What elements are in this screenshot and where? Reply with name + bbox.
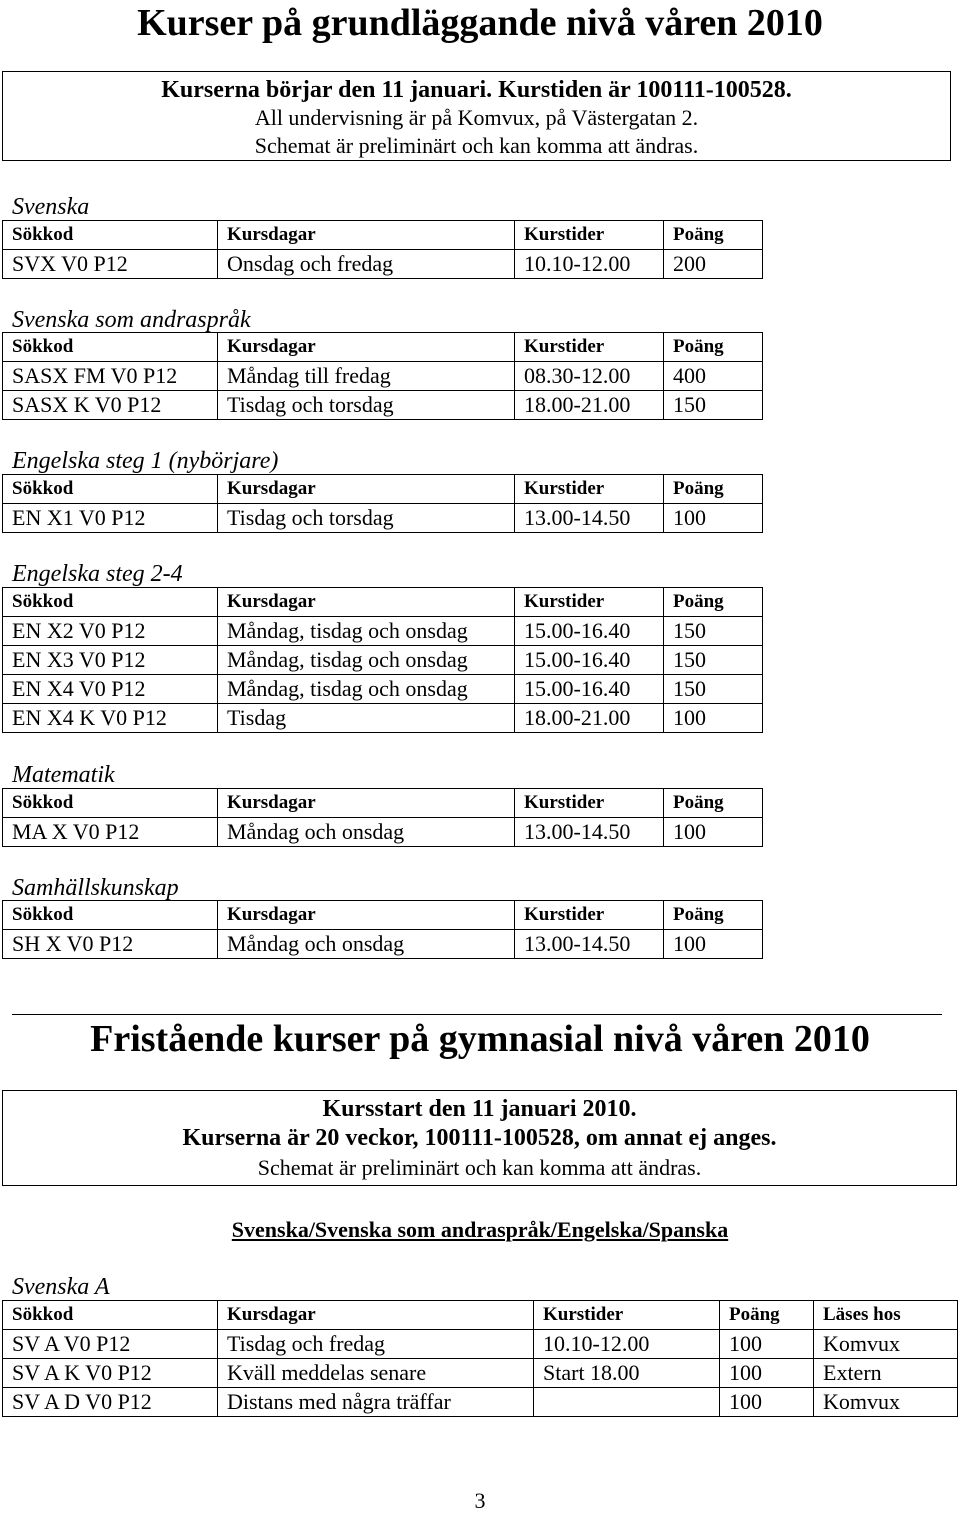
table-row — [3, 1330, 958, 1359]
section-title-engelska-1: Engelska steg 1 (nybörjare) — [12, 448, 279, 474]
cell-lases-hos: Komvux — [814, 1330, 958, 1359]
course-table-engelska-1 — [2, 474, 763, 533]
header-kursdagar: Kursdagar — [218, 588, 515, 617]
cell-sokkod: EN X4 K V0 P12 — [3, 704, 218, 733]
cell-kursdagar: Distans med några träffar — [218, 1388, 534, 1417]
cell-kurstider: 15.00-16.40 — [515, 617, 664, 646]
header-sokkod: Sökkod — [3, 588, 218, 617]
cell-poang: 100 — [720, 1330, 814, 1359]
cell-sokkod: SASX FM V0 P12 — [3, 362, 218, 391]
course-table-svenska — [2, 220, 763, 279]
cell-kurstider: Start 18.00 — [534, 1359, 720, 1388]
cell-sokkod: EN X3 V0 P12 — [3, 646, 218, 675]
cell-lases-hos: Komvux — [814, 1388, 958, 1417]
cell-kursdagar: Onsdag och fredag — [218, 250, 515, 279]
header-poang: Poäng — [720, 1301, 814, 1330]
course-table-sas — [2, 332, 763, 420]
cell-kursdagar: Måndag, tisdag och onsdag — [218, 617, 515, 646]
cell-kurstider: 08.30-12.00 — [515, 362, 664, 391]
table-row — [3, 1388, 958, 1417]
header-kursdagar: Kursdagar — [218, 1301, 534, 1330]
header-kursdagar: Kursdagar — [218, 221, 515, 250]
intro-line-2: All undervisning är på Komvux, på Västergatan 2. — [254, 105, 699, 130]
cell-kurstider — [534, 1388, 720, 1417]
table-header-row — [3, 333, 763, 362]
table-header-row — [3, 588, 763, 617]
table-row — [3, 704, 763, 733]
table-header-row — [3, 221, 763, 250]
header-poang: Poäng — [664, 789, 763, 818]
header-kursdagar: Kursdagar — [218, 333, 515, 362]
cell-poang: 400 — [664, 362, 763, 391]
header-kursdagar: Kursdagar — [218, 789, 515, 818]
table-row — [3, 617, 763, 646]
intro2-line-3: Schemat är preliminärt och kan komma att ändras. — [257, 1155, 702, 1180]
cell-sokkod: EN X1 V0 P12 — [3, 504, 218, 533]
table-row — [3, 646, 763, 675]
cell-kurstider: 15.00-16.40 — [515, 675, 664, 704]
cell-kursdagar: Tisdag och torsdag — [218, 391, 515, 420]
second-title: Fristående kurser på gymnasial nivå våren 2010 — [90, 1018, 870, 1060]
intro-box — [2, 71, 951, 161]
header-sokkod: Sökkod — [3, 789, 218, 818]
cell-kurstider: 18.00-21.00 — [515, 391, 664, 420]
header-sokkod: Sökkod — [3, 333, 218, 362]
course-table-svenska-a — [2, 1300, 958, 1417]
section-title-engelska-2-4: Engelska steg 2-4 — [12, 561, 183, 587]
cell-sokkod: MA X V0 P12 — [3, 818, 218, 847]
cell-kursdagar: Kväll meddelas senare — [218, 1359, 534, 1388]
header-kurstider: Kurstider — [515, 221, 664, 250]
header-kurstider: Kurstider — [515, 789, 664, 818]
intro2-line-2: Kurserna är 20 veckor, 100111-100528, om annat ej anges. — [182, 1125, 777, 1151]
course-table-engelska-2-4 — [2, 587, 763, 733]
cell-kursdagar: Måndag, tisdag och onsdag — [218, 646, 515, 675]
cell-kursdagar: Måndag och onsdag — [218, 818, 515, 847]
cell-poang: 150 — [664, 675, 763, 704]
table-row — [3, 818, 763, 847]
table-header-row — [3, 475, 763, 504]
header-kursdagar: Kursdagar — [218, 475, 515, 504]
section-title-samhallskunskap: Samhällskunskap — [12, 875, 179, 901]
table-row — [3, 250, 763, 279]
header-kurstider: Kurstider — [534, 1301, 720, 1330]
table-row — [3, 391, 763, 420]
cell-kurstider: 10.10-12.00 — [534, 1330, 720, 1359]
header-kurstider: Kurstider — [515, 901, 664, 930]
cell-kurstider: 10.10-12.00 — [515, 250, 664, 279]
header-poang: Poäng — [664, 221, 763, 250]
table-row — [3, 504, 763, 533]
table-header-row — [3, 901, 763, 930]
cell-poang: 100 — [664, 818, 763, 847]
cell-poang: 150 — [664, 617, 763, 646]
section-title-svenska: Svenska — [12, 194, 90, 220]
cell-kursdagar: Tisdag och fredag — [218, 1330, 534, 1359]
cell-sokkod: SV A K V0 P12 — [3, 1359, 218, 1388]
intro-line-3: Schemat är preliminärt och kan komma att ändras. — [254, 133, 699, 158]
header-kurstider: Kurstider — [515, 475, 664, 504]
cell-sokkod: EN X4 V0 P12 — [3, 675, 218, 704]
course-table-samhallskunskap — [2, 900, 763, 959]
section-title-matematik: Matematik — [12, 762, 115, 788]
cell-sokkod: SV A V0 P12 — [3, 1330, 218, 1359]
cell-sokkod: SVX V0 P12 — [3, 250, 218, 279]
cell-kurstider: 15.00-16.40 — [515, 646, 664, 675]
cell-lases-hos: Extern — [814, 1359, 958, 1388]
header-sokkod: Sökkod — [3, 901, 218, 930]
cell-sokkod: SH X V0 P12 — [3, 930, 218, 959]
section-title-sas: Svenska som andraspråk — [12, 307, 251, 333]
cell-kursdagar: Måndag, tisdag och onsdag — [218, 675, 515, 704]
header-poang: Poäng — [664, 588, 763, 617]
cell-poang: 100 — [720, 1359, 814, 1388]
page-number: 3 — [474, 1488, 486, 1513]
cell-kurstider: 13.00-14.50 — [515, 504, 664, 533]
intro2-line-1: Kursstart den 11 januari 2010. — [322, 1096, 637, 1122]
cell-kurstider: 13.00-14.50 — [515, 930, 664, 959]
header-poang: Poäng — [664, 475, 763, 504]
cell-kursdagar: Tisdag — [218, 704, 515, 733]
cell-poang: 100 — [664, 930, 763, 959]
intro-box-2 — [2, 1090, 957, 1186]
header-poang: Poäng — [664, 901, 763, 930]
header-kurstider: Kurstider — [515, 588, 664, 617]
header-poang: Poäng — [664, 333, 763, 362]
cell-sokkod: SASX K V0 P12 — [3, 391, 218, 420]
cell-sokkod: EN X2 V0 P12 — [3, 617, 218, 646]
page-title: Kurser på grundläggande nivå våren 2010 — [137, 2, 823, 44]
cell-poang: 200 — [664, 250, 763, 279]
table-header-row — [3, 1301, 958, 1330]
header-sokkod: Sökkod — [3, 1301, 218, 1330]
cell-poang: 150 — [664, 646, 763, 675]
course-table-matematik — [2, 788, 763, 847]
cell-kursdagar: Måndag och onsdag — [218, 930, 515, 959]
header-kursdagar: Kursdagar — [218, 901, 515, 930]
cell-sokkod: SV A D V0 P12 — [3, 1388, 218, 1417]
table-row — [3, 930, 763, 959]
intro-line-1: Kurserna börjar den 11 januari. Kurstiden är 100111-100528. — [161, 77, 792, 103]
table-row — [3, 675, 763, 704]
cell-kursdagar: Måndag till fredag — [218, 362, 515, 391]
table-header-row — [3, 789, 763, 818]
section-title-svenska-a: Svenska A — [12, 1274, 110, 1300]
cell-poang: 150 — [664, 391, 763, 420]
table-row — [3, 362, 763, 391]
cell-poang: 100 — [664, 504, 763, 533]
subject-heading: Svenska/Svenska som andraspråk/Engelska/Spanska — [231, 1217, 729, 1242]
header-sokkod: Sökkod — [3, 221, 218, 250]
header-lases-hos: Läses hos — [814, 1301, 958, 1330]
cell-poang: 100 — [720, 1388, 814, 1417]
cell-kurstider: 13.00-14.50 — [515, 818, 664, 847]
header-sokkod: Sökkod — [3, 475, 218, 504]
cell-kursdagar: Tisdag och torsdag — [218, 504, 515, 533]
header-kurstider: Kurstider — [515, 333, 664, 362]
cell-poang: 100 — [664, 704, 763, 733]
table-row — [3, 1359, 958, 1388]
cell-kurstider: 18.00-21.00 — [515, 704, 664, 733]
